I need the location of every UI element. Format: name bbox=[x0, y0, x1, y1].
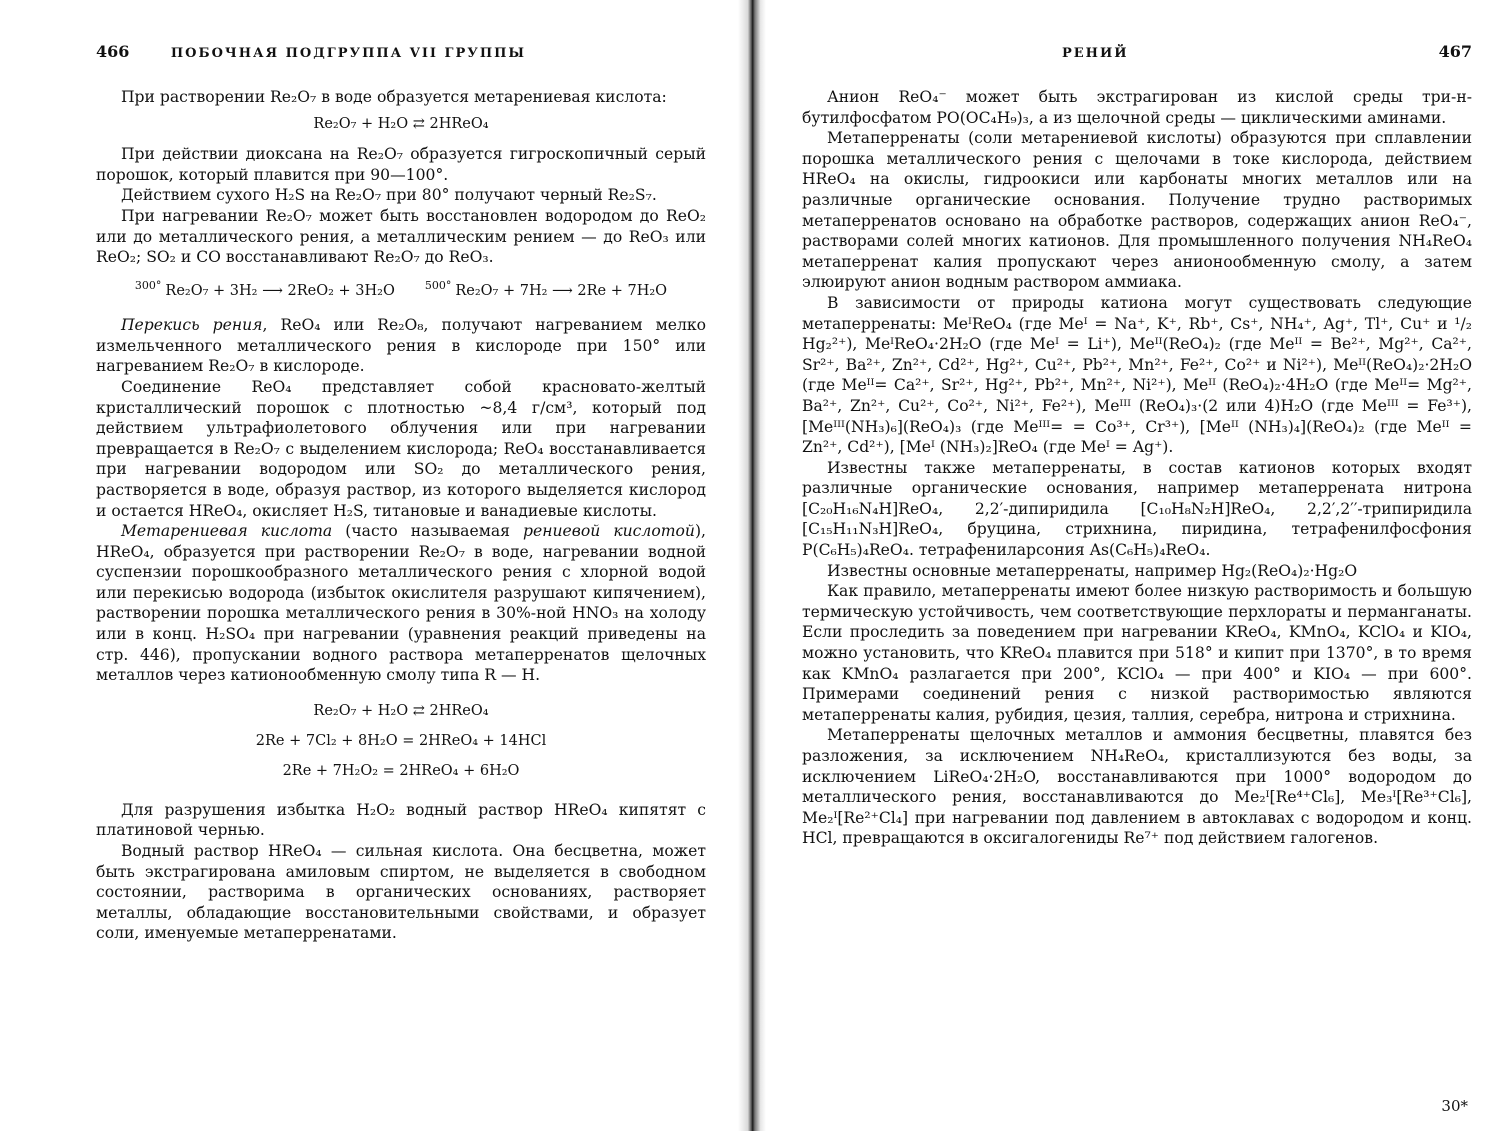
paragraph: Для разрушения избытка H₂O₂ водный раствор HReO₄ кипятят с платиновой чернью. bbox=[96, 800, 706, 840]
left-page-number: 466 bbox=[96, 42, 130, 61]
book-gutter bbox=[738, 0, 766, 1131]
equation-left: $^{300^\circ}$ Re₂O₇ + 3H₂ ⟶ 2ReO₂ + 3H₂O bbox=[134, 278, 395, 299]
equation: Re₂O₇ + H₂O ⇄ 2HReO₄ bbox=[313, 115, 489, 132]
paragraph-peroxide: Перекись рения, ReO₄ или Re₂O₈, получают нагреванием мелко измельченного металлического рения в кислороде при 150° или нагреванием Re₂O₇ в кислороде. bbox=[96, 316, 706, 376]
paragraph: В зависимости от природы катиона могут существовать следующие метаперренаты: MeᴵReO₄ (где Meᴵ = Na⁺, K⁺, Rb⁺, Cs⁺, NH₄⁺, Ag⁺, Tl⁺, Cu⁺ и ¹/₂ Hg₂²⁺), MeᴵReO₄·2H₂O (где Meᴵ = Li⁺), Meᴵᴵ(ReO₄)₂ (где Meᴵᴵ = Be²⁺, Mg²⁺, Ca²⁺, Sr²⁺, Ba²⁺, Zn²⁺, Cd²⁺, Hg²⁺, Cu²⁺, Pb²⁺, Mn²⁺, Fe²⁺, Co²⁺ и Ni²⁺), Meᴵᴵ(ReO₄)₂·2H₂O (где Meᴵᴵ= Ca²⁺, Sr²⁺, Hg²⁺, Pb²⁺, Mn²⁺, Ni²⁺), Meᴵᴵ (ReO₄)₂·4H₂O (где Meᴵᴵ= Mg²⁺, Ba²⁺, Zn²⁺, Cu²⁺, Co²⁺, Ni²⁺, Fe²⁺), Meᴵᴵᴵ (ReO₄)₃·(2 или 4)H₂O (где Meᴵᴵᴵ = Fe³⁺), [Meᴵᴵᴵ(NH₃)₆](ReO₄)₃ (где Meᴵᴵᴵ= = Co³⁺, Cr³⁺), [Meᴵᴵ (NH₃)₄](ReO₄)₂ (где Meᴵᴵ = Zn²⁺, Cd²⁺), [Meᴵ (NH₃)₂]ReO₄ (где Meᴵ = Ag⁺). bbox=[802, 293, 1472, 457]
paragraph: Как правило, метаперренаты имеют более низкую растворимость и большую термическую устойчивость, чем соответствующие перхлораты и перманганаты. Если проследить за поведением при нагревании KReO₄, KMnO₄, KClO₄ и KIO₄, можно установить, что KReO₄ плавится при 518° и кипит при 1370°, в то время как KMnO₄ разлагается при 200°, KClO₄ — при 400° и KIO₄ — при 600°. Примерами соединений рения с низкой растворимостью являются метаперренаты калия, рубидия, цезия, таллия, серебра, нитрона и стрихнина. bbox=[802, 582, 1472, 724]
right-page-number: 467 bbox=[1438, 42, 1472, 61]
term: Метарениевая кислота bbox=[120, 522, 333, 541]
equation-row bbox=[96, 276, 706, 301]
paragraph: При нагревании Re₂O₇ может быть восстановлен водородом до ReO₂ или до металлического рения, а металлическим рением — до ReO₃ или ReO₂; SO₂ и CO восстанавливают Re₂O₇ до ReO₃. bbox=[96, 206, 706, 267]
paragraph: При растворении Re₂O₇ в воде образуется метарениевая кислота: bbox=[120, 88, 667, 106]
paragraph: Известны основные метаперренаты, например Hg₂(ReO₄)₂·Hg₂O bbox=[826, 561, 1358, 580]
paragraph: Водный раствор HReO₄ — сильная кислота. Она бесцветна, может быть экстрагирована амиловым спиртом, не выделяется в свободном состоянии, растворима в органических основаниях, растворяет металлы, обладающие восстановительными свойствами, и образует соли, именуемые метаперренатами. bbox=[96, 842, 706, 943]
left-running-head bbox=[96, 42, 706, 61]
signature-mark: 30* bbox=[1441, 1097, 1468, 1115]
paragraph: Соединение ReO₄ представляет собой красновато-желтый кристаллический порошок с плотностью ~8,4 г/см³, который под действием ультрафиолетового облучения или при нагревании превращается в Re₂O₇ с выделением кислорода; ReO₄ восстанавливается при нагревании водородом или SO₂ до металлического рения, растворяется в воде, образуя раствор, из которого выделяется кислород и остается HReO₄, окисляет H₂S, титановые и ванадиевые кислоты. bbox=[96, 377, 706, 520]
equation: Re₂O₇ + H₂O ⇄ 2HReO₄ bbox=[313, 702, 489, 719]
right-running-head bbox=[802, 42, 1472, 61]
equations-block bbox=[96, 696, 706, 786]
paragraph: При действии диоксана на Re₂O₇ образуется гигроскопичный серый порошок, который плавится при 90—100°. bbox=[96, 145, 706, 184]
paragraph: Действием сухого H₂S на Re₂O₇ при 80° получают черный Re₂S₇. bbox=[120, 186, 657, 205]
left-page bbox=[0, 0, 740, 1131]
right-page bbox=[770, 0, 1508, 1131]
equation: 2Re + 7Cl₂ + 8H₂O = 2HReO₄ + 14HCl bbox=[255, 732, 547, 749]
left-running-title: ПОБОЧНАЯ ПОДГРУППА VII ГРУППЫ bbox=[170, 46, 526, 61]
paragraph: Метаперренаты щелочных металлов и аммония бесцветны, плавятся без разложения, за исключением NH₄ReO₄, кристаллизуются без воды, за исключением LiReO₄·2H₂O, восстанавливаются при 1000° водородом до металлического рения, восстанавливаются до Me₂ᴵ[Re⁴⁺Cl₆], Me₃ᴵ[Re³⁺Cl₆], Me₂ᴵ[Re²⁺Cl₄] при нагревании под давлением в автоклавах с водородом и конц. HCl, превращаются в оксигалогениды Re⁷⁺ под действием галогенов. bbox=[802, 726, 1472, 848]
equation: 2Re + 7H₂O₂ = 2HReO₄ + 6H₂O bbox=[282, 762, 520, 779]
condition-label: 500° bbox=[424, 278, 452, 292]
left-body bbox=[96, 87, 706, 944]
paragraph: Известны также метаперренаты, в состав катионов которых входят различные органические основания, например метаперрената нитрона [C₂₀H₁₆N₄H]ReO₄, 2,2′-дипиридила [C₁₀H₈N₂H]ReO₄, 2,2′,2′′-трипиридила [C₁₅H₁₁N₃H]ReO₄, бруцина, стрихнина, пиридина, тетрафенилфосфония P(C₆H₅)₄ReO₄. тетрафениларсония As(C₆H₅)₄ReO₄. bbox=[802, 458, 1472, 560]
right-running-title: РЕНИЙ bbox=[1062, 46, 1129, 61]
term: Перекись рения bbox=[120, 316, 263, 335]
paragraph-metarhenic: Метарениевая кислота (часто называемая рениевой кислотой), HReO₄, образуется при растворении Re₂O₇ в воде, нагревании водной суспензии порошкообразного металлического рения с хлорной водой или перекисью водорода (избыток окислителя разрушают кипячением), растворении порошка металлического рения в 30%-ной HNO₃ на холоду или в конц. H₂SO₄ при нагревании (уравнения реакций приведены на стр. 446), пропускании водного раствора метаперренатов щелочных металлов через катионообменную смолу типа R — H. bbox=[96, 522, 707, 685]
term: рениевой кислотой bbox=[523, 522, 695, 541]
equation-right: $^{500^\circ}$ Re₂O₇ + 7H₂ ⟶ 2Re + 7H₂O bbox=[424, 278, 668, 299]
condition-label: 300° bbox=[134, 278, 162, 292]
paragraph: Метаперренаты (соли метарениевой кислоты) образуются при сплавлении порошка металлического рения с щелочами в токе кислорода, действием HReO₄ на окислы, гидроокиси или карбонаты многих металлов или на различные органические основания. Получение трудно растворимых метаперренатов основано на обработке растворов, содержащих анион ReO₄⁻, растворами солей многих катионов. Для промышленного получения NH₄ReO₄ метаперренат калия пропускают через анионообменную смолу, а затем элюируют анион водным раствором аммиака. bbox=[802, 129, 1472, 292]
right-body bbox=[802, 87, 1472, 849]
paragraph: Анион ReO₄⁻ может быть экстрагирован из кислой среды три-н-бутилфосфатом PO(OC₄H₉)₃, а из щелочной среды — циклическими аминами. bbox=[802, 88, 1472, 127]
